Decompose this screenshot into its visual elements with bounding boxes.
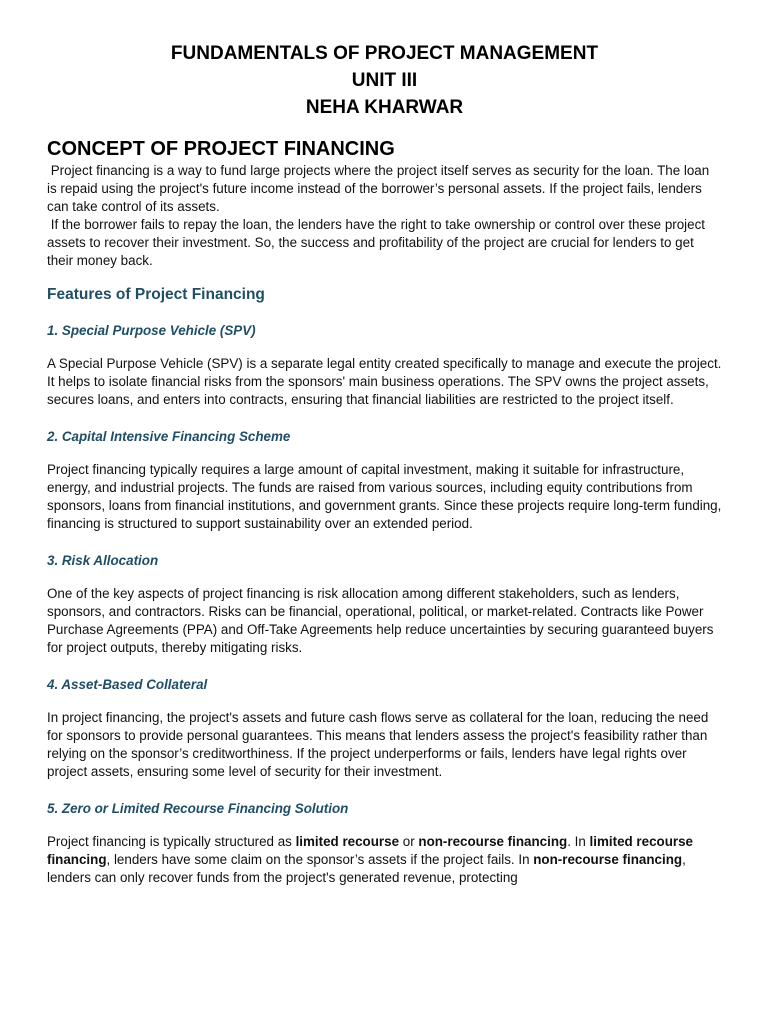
feature-title: 2. Capital Intensive Financing Scheme xyxy=(47,429,291,444)
document-header xyxy=(47,40,722,121)
feature-item xyxy=(47,800,722,887)
bold-term: limited recourse financing xyxy=(47,834,693,867)
feature-item xyxy=(47,552,722,657)
text-segment: or xyxy=(399,834,419,849)
concept-paragraph-2: If the borrower fails to repay the loan, the lenders have the right to take ownership or control over these project assets to recover their investment. So, the success and profitability of the project are crucial for lenders to get their money back. xyxy=(47,217,706,268)
bold-term: non-recourse financing xyxy=(533,852,683,867)
text-segment: , lenders can only recover funds from the project's generated revenue, protecting xyxy=(47,852,686,885)
bold-term: limited recourse xyxy=(295,834,400,849)
text-segment: , lenders have some claim on the sponsor’s assets if the project fails. In xyxy=(106,852,534,867)
feature-text xyxy=(47,833,722,887)
features-heading: Features of Project Financing xyxy=(47,286,265,303)
unit-label: UNIT III xyxy=(351,70,418,91)
feature-title: 1. Special Purpose Vehicle (SPV) xyxy=(47,323,256,338)
text-segment: . In xyxy=(567,834,590,849)
bold-term: non-recourse financing xyxy=(418,834,568,849)
author-name: NEHA KHARWAR xyxy=(305,97,464,118)
feature-text: One of the key aspects of project financing is risk allocation among different stakeholders, such as lenders, sponsors, and contractors. Risks can be financial, operational, political, or market-related. Contracts like Power Purchase Agreements (PPA) and Off-Take Agreements help reduce uncertainties by securing guaranteed buyers for project outputs, thereby mitigating risks. xyxy=(47,586,714,655)
feature-title: 4. Asset-Based Collateral xyxy=(47,677,208,692)
feature-text: Project financing typically requires a large amount of capital investment, making it suitable for infrastructure, energy, and industrial projects. The funds are raised from various sources, including equity contributions from sponsors, loans from financial institutions, and government grants. Since these projects require long-term funding, financing is structured to support sustainability over an extended period. xyxy=(47,462,722,531)
feature-item xyxy=(47,322,722,409)
feature-text: A Special Purpose Vehicle (SPV) is a separate legal entity created specifically to manage and execute the project. It helps to isolate financial risks from the sponsors' main business operations. The SPV owns the project assets, secures loans, and enters into contracts, ensuring that financial liabilities are restricted to the project itself. xyxy=(47,356,722,407)
feature-item xyxy=(47,676,722,781)
feature-text: In project financing, the project's assets and future cash flows serve as collateral for the loan, reducing the need for sponsors to provide personal guarantees. This means that lenders assess the project's feasibility rather than relying on the sponsor’s creditworthiness. If the project underperforms or fails, lenders have legal rights over project assets, ensuring some level of security for their investment. xyxy=(47,710,709,779)
feature-item xyxy=(47,428,722,533)
concept-paragraph-1: Project financing is a way to fund large projects where the project itself serves as security for the loan. The loan is repaid using the project's future income instead of the borrower’s personal assets. If the project fails, lenders can take control of its assets. xyxy=(47,163,710,214)
feature-title: 5. Zero or Limited Recourse Financing Solution xyxy=(47,801,349,816)
feature-title: 3. Risk Allocation xyxy=(47,553,159,568)
text-segment: Project financing is typically structured as xyxy=(47,834,296,849)
course-title: FUNDAMENTALS OF PROJECT MANAGEMENT xyxy=(170,43,599,64)
section-title: CONCEPT OF PROJECT FINANCING xyxy=(47,138,395,160)
